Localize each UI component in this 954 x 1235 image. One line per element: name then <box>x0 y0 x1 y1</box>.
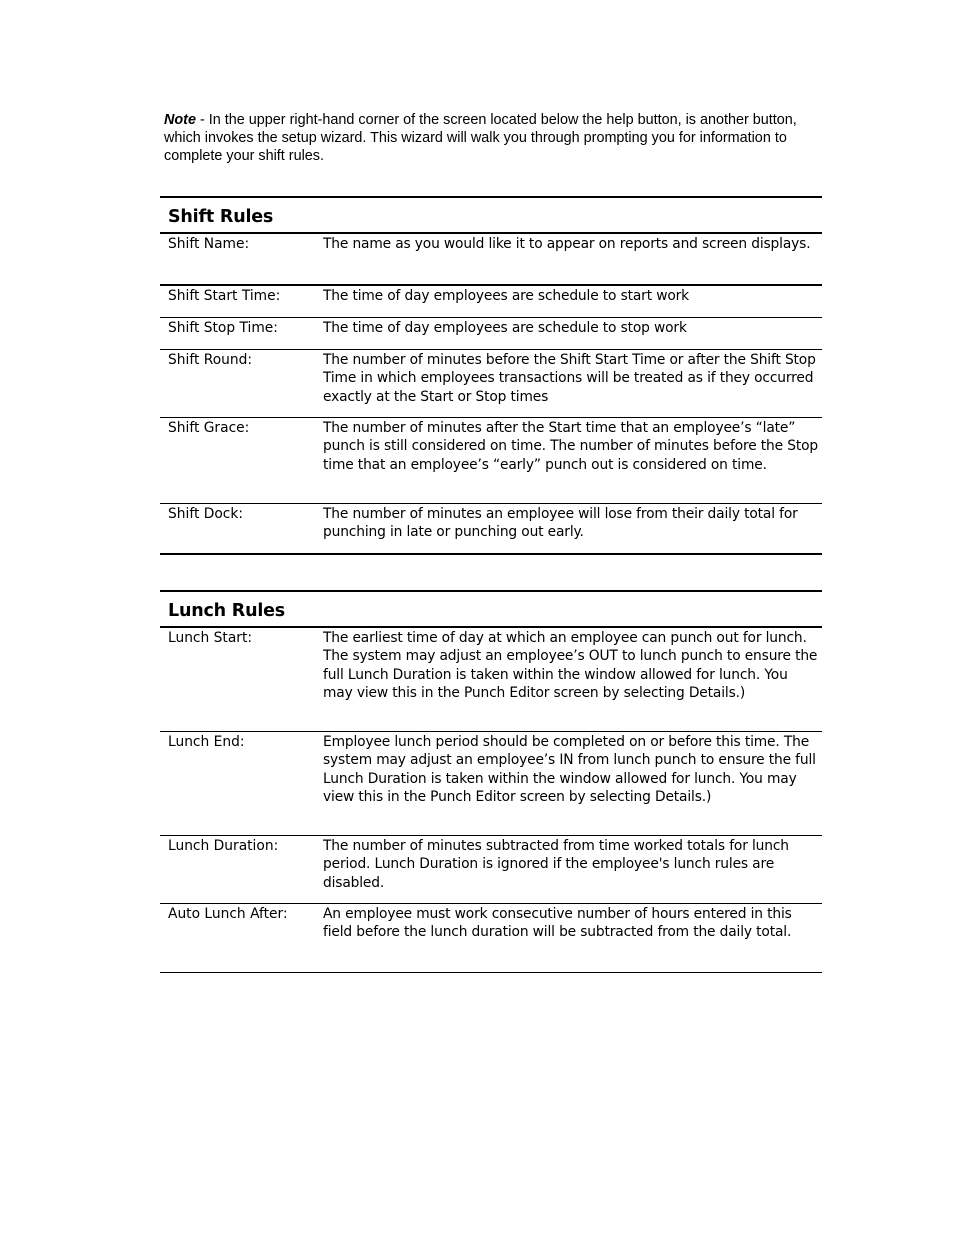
rule-term: Auto Lunch After: <box>168 906 288 922</box>
note-label: Note <box>164 112 196 128</box>
rule-term: Lunch End: <box>168 734 245 750</box>
rule-term: Shift Grace: <box>168 420 250 436</box>
rule-term: Shift Name: <box>168 236 250 252</box>
shift-dock-row <box>160 504 822 555</box>
rule-term: Lunch Start: <box>168 630 253 646</box>
lunch-rules-title: Lunch Rules <box>168 601 286 621</box>
lunch-rules-table <box>160 590 822 973</box>
rule-definition: The earliest time of day at which an employee can punch out for lunch. The system may adjust an employee’s OUT to lunch punch to ensure the full Lunch Duration is taken within the window allowed for lunch. You may view this in the Punch Editor screen by selecting Details.) <box>323 630 818 701</box>
rule-definition: The number of minutes after the Start time that an employee’s “late” punch is still considered on time. The number of minutes before the Stop time that an employee’s “early” punch out is considered on time. <box>323 420 818 473</box>
rule-definition: Employee lunch period should be completed on or before this time. The system may adjust an employee’s IN from lunch punch to ensure the full Lunch Duration is taken within the window allowed for lunch. You may view this in the Punch Editor screen by selecting Details.) <box>323 734 816 805</box>
note-text: - In the upper right-hand corner of the screen located below the help button, is another button, which invokes the setup wizard. This wizard will walk you through prompting you for information to complete your shift rules. <box>164 112 797 164</box>
shift-rules-header <box>160 196 822 234</box>
rule-definition: The name as you would like it to appear on reports and screen displays. <box>323 236 811 252</box>
auto-lunch-after-row <box>160 904 822 973</box>
rule-definition: The number of minutes subtracted from time worked totals for lunch period. Lunch Duration is ignored if the employee's lunch rules are disabled. <box>323 838 789 891</box>
rule-definition: An employee must work consecutive number of hours entered in this field before the lunch duration will be subtracted from the daily total. <box>323 906 792 941</box>
rule-definition: The time of day employees are schedule to stop work <box>323 320 687 336</box>
shift-name-row <box>160 234 822 286</box>
shift-round-row <box>160 350 822 418</box>
rule-term: Lunch Duration: <box>168 838 279 854</box>
lunch-rules-header <box>160 590 822 628</box>
rule-term: Shift Stop Time: <box>168 320 278 336</box>
shift-rules-table <box>160 196 822 555</box>
shift-start-time-row <box>160 286 822 318</box>
shift-grace-row <box>160 418 822 504</box>
note-paragraph <box>164 111 814 165</box>
rule-term: Shift Dock: <box>168 506 244 522</box>
shift-rules-title: Shift Rules <box>168 207 274 227</box>
rule-term: Shift Round: <box>168 352 253 368</box>
lunch-end-row <box>160 732 822 836</box>
rule-definition: The number of minutes an employee will lose from their daily total for punching in late or punching out early. <box>323 506 798 541</box>
lunch-start-row <box>160 628 822 732</box>
shift-stop-time-row <box>160 318 822 350</box>
lunch-duration-row <box>160 836 822 904</box>
rule-term: Shift Start Time: <box>168 288 281 304</box>
rule-definition: The number of minutes before the Shift Start Time or after the Shift Stop Time in which employees transactions will be treated as if they occurred exactly at the Start or Stop times <box>323 352 816 405</box>
rule-definition: The time of day employees are schedule to start work <box>323 288 689 304</box>
